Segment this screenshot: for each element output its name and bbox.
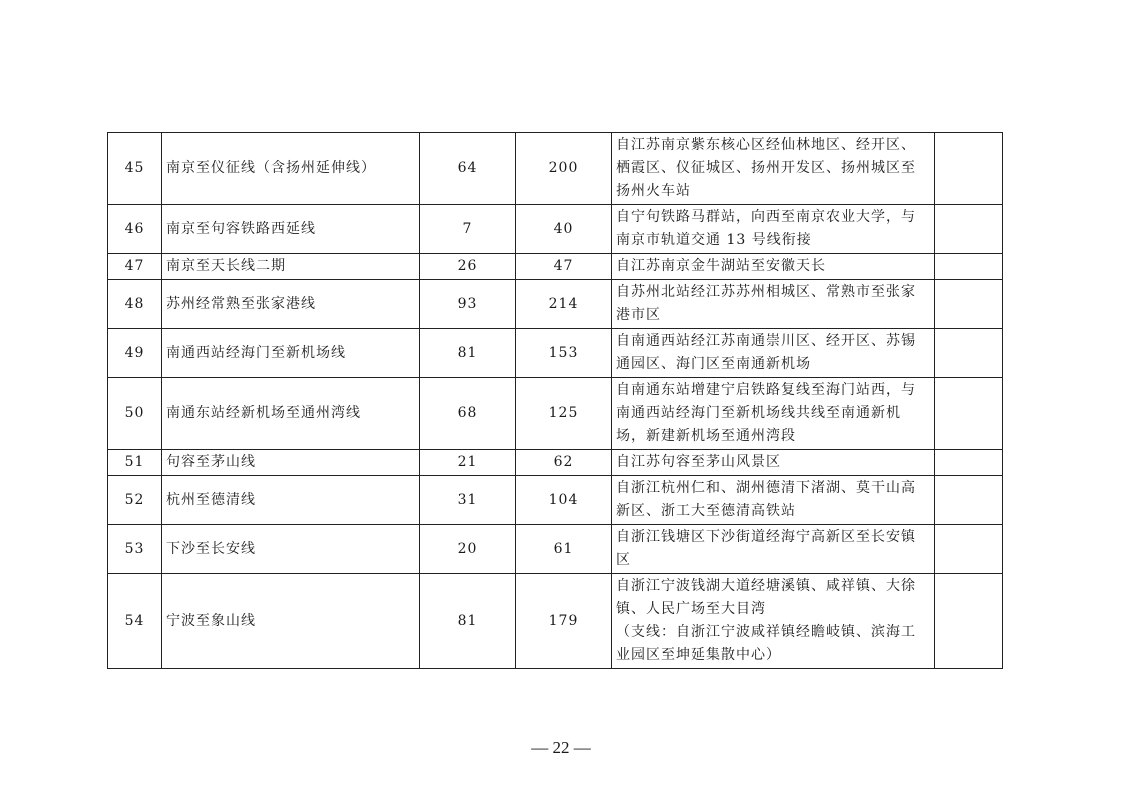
route-description-line: 自江苏南京金牛湖站至安徽天长 <box>616 258 826 274</box>
route-description-line: 自江苏句容至茅山风景区 <box>616 454 781 470</box>
route-description-line: 自浙江宁波钱湖大道经塘溪镇、咸祥镇、大徐 <box>616 578 916 594</box>
route-description-line: 港市区 <box>616 307 661 323</box>
investment-cell: 62 <box>516 450 612 476</box>
investment-cell: 200 <box>516 133 612 205</box>
table-row <box>108 329 1003 378</box>
table-row <box>108 450 1003 476</box>
table-row <box>108 476 1003 525</box>
route-description-cell <box>612 574 935 669</box>
note-cell <box>935 205 1003 254</box>
route-description-line: 自江苏南京紫东核心区经仙林地区、经开区、 <box>616 137 916 153</box>
route-description-cell <box>612 378 935 450</box>
route-description-line: 区 <box>616 552 631 568</box>
length-cell: 64 <box>420 133 516 205</box>
line-name-cell: 南通西站经海门至新机场线 <box>162 329 420 378</box>
note-cell <box>935 574 1003 669</box>
row-number-cell: 52 <box>108 476 162 525</box>
line-name-cell: 句容至茅山线 <box>162 450 420 476</box>
line-name-cell: 下沙至长安线 <box>162 525 420 574</box>
row-number-cell: 49 <box>108 329 162 378</box>
investment-cell: 179 <box>516 574 612 669</box>
route-description-cell <box>612 450 935 476</box>
length-cell: 7 <box>420 205 516 254</box>
investment-cell: 47 <box>516 254 612 280</box>
length-cell: 26 <box>420 254 516 280</box>
route-description-line: 镇、人民广场至大目湾 <box>616 601 766 617</box>
length-cell: 93 <box>420 280 516 329</box>
investment-cell: 125 <box>516 378 612 450</box>
length-cell: 81 <box>420 574 516 669</box>
route-description-line: 自南通西站经江苏南通崇川区、经开区、苏锡 <box>616 333 916 349</box>
table-row <box>108 254 1003 280</box>
length-cell: 20 <box>420 525 516 574</box>
note-cell <box>935 476 1003 525</box>
note-cell <box>935 450 1003 476</box>
row-number-cell: 45 <box>108 133 162 205</box>
line-name-cell: 苏州经常熟至张家港线 <box>162 280 420 329</box>
line-name-cell: 南京至天长线二期 <box>162 254 420 280</box>
line-name-cell: 南京至仪征线（含扬州延伸线） <box>162 133 420 205</box>
route-description-cell <box>612 280 935 329</box>
row-number-cell: 51 <box>108 450 162 476</box>
note-cell <box>935 280 1003 329</box>
route-description-cell <box>612 205 935 254</box>
table-body <box>108 133 1003 669</box>
line-name-cell: 杭州至德清线 <box>162 476 420 525</box>
row-number-cell: 46 <box>108 205 162 254</box>
route-description-cell <box>612 329 935 378</box>
table-row <box>108 280 1003 329</box>
route-description-cell <box>612 254 935 280</box>
table-row <box>108 133 1003 205</box>
route-description-line: 自浙江钱塘区下沙街道经海宁高新区至长安镇 <box>616 529 916 545</box>
route-description-cell <box>612 525 935 574</box>
row-number-cell: 53 <box>108 525 162 574</box>
line-name-cell: 宁波至象山线 <box>162 574 420 669</box>
line-name-cell: 南通东站经新机场至通州湾线 <box>162 378 420 450</box>
route-description-cell <box>612 476 935 525</box>
investment-cell: 40 <box>516 205 612 254</box>
note-cell <box>935 254 1003 280</box>
row-number-cell: 54 <box>108 574 162 669</box>
line-name-cell: 南京至句容铁路西延线 <box>162 205 420 254</box>
route-description-line: 自苏州北站经江苏苏州相城区、常熟市至张家 <box>616 284 916 300</box>
table-row <box>108 378 1003 450</box>
data-table <box>107 132 1003 669</box>
note-cell <box>935 378 1003 450</box>
investment-cell: 61 <box>516 525 612 574</box>
table-row <box>108 574 1003 669</box>
route-description-line: 自宁句铁路马群站，向西至南京农业大学，与 <box>616 209 916 225</box>
route-description-line: 自浙江杭州仁和、湖州德清下渚湖、莫干山高 <box>616 480 916 496</box>
length-cell: 21 <box>420 450 516 476</box>
investment-cell: 104 <box>516 476 612 525</box>
route-description-line: 通园区、海门区至南通新机场 <box>616 356 811 372</box>
route-description-line: （支线：自浙江宁波咸祥镇经瞻岐镇、滨海工 <box>616 624 916 640</box>
route-description-line: 南京市轨道交通 13 号线衔接 <box>616 232 812 248</box>
route-description-line: 南通西站经海门至新机场线共线至南通新机 <box>616 405 901 421</box>
length-cell: 31 <box>420 476 516 525</box>
route-description-line: 业园区至坤延集散中心） <box>616 647 781 663</box>
row-number-cell: 47 <box>108 254 162 280</box>
route-description-line: 扬州火车站 <box>616 183 691 199</box>
row-number-cell: 48 <box>108 280 162 329</box>
route-description-line: 新区、浙工大至德清高铁站 <box>616 503 796 519</box>
note-cell <box>935 525 1003 574</box>
length-cell: 68 <box>420 378 516 450</box>
table-row <box>108 525 1003 574</box>
route-description-line: 场，新建新机场至通州湾段 <box>616 428 796 444</box>
investment-cell: 153 <box>516 329 612 378</box>
page-number: — 22 — <box>531 738 591 757</box>
note-cell <box>935 329 1003 378</box>
note-cell <box>935 133 1003 205</box>
investment-cell: 214 <box>516 280 612 329</box>
route-description-line: 自南通东站增建宁启铁路复线至海门站西，与 <box>616 382 916 398</box>
route-description-cell <box>612 133 935 205</box>
table-row <box>108 205 1003 254</box>
route-description-line: 栖霞区、仪征城区、扬州开发区、扬州城区至 <box>616 160 916 176</box>
row-number-cell: 50 <box>108 378 162 450</box>
length-cell: 81 <box>420 329 516 378</box>
